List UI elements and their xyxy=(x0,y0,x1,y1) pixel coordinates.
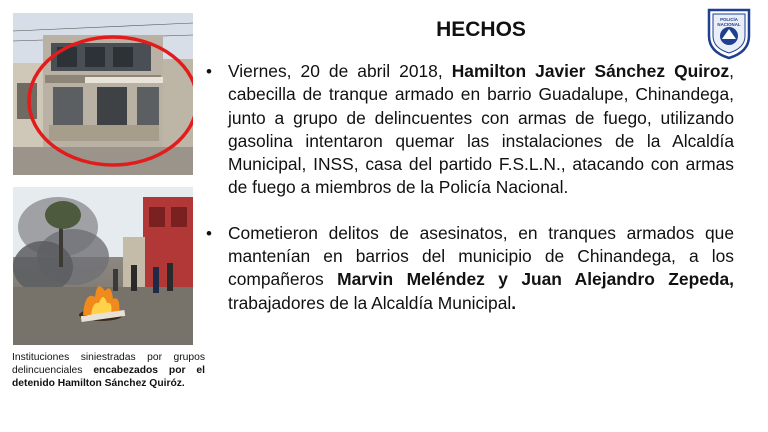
fact-item-1 xyxy=(204,60,734,200)
police-shield-icon xyxy=(706,6,752,60)
caption-plain-text: Instituciones siniestradas por grupos delincuenciales xyxy=(12,352,205,376)
fact-2-bold-period: . xyxy=(511,292,517,313)
logo-top-text: POLICÍA NACIONAL xyxy=(717,17,741,27)
fact-2-text-a: Cometieron delitos de asesinatos, en tranques armados que mantenían en barrios del municipio de Chinandega, a los compañeros xyxy=(228,222,734,290)
facts-list xyxy=(204,60,734,315)
fact-item-2 xyxy=(204,222,734,315)
fact-1-text-b: , cabecilla de tranque armado en barrio Guadalupe, Chinandega, junto a grupo de delincuentes con armas de fuego, utilizando gasolina intentaron quemar las instalaciones de la Alcaldía Municipal, INSS, casa del partido F.S.L.N., atacando con armas de fuego a miembros de la Policía Nacional. xyxy=(228,61,734,198)
street-fire-photo-illustration xyxy=(13,187,193,345)
bullet-dot-icon: • xyxy=(206,62,212,81)
fact-2-text-b: trabajadores de la Alcaldía Municipal xyxy=(228,292,512,313)
building-photo xyxy=(13,13,193,175)
fact-1-bold-name: Hamilton Javier Sánchez Quiroz xyxy=(451,61,730,81)
bullet-dot-icon: • xyxy=(206,223,212,243)
slide-title: HECHOS xyxy=(436,18,526,41)
building-photo-illustration xyxy=(13,13,193,175)
photo-caption xyxy=(12,351,205,390)
fact-2-bold-names: Marvin Meléndez y Juan Alejandro Zepeda, xyxy=(337,269,734,290)
street-fire-photo xyxy=(13,187,193,345)
caption-bold-text: encabezados por el detenido Hamilton Sánchez Quiróz. xyxy=(12,365,205,389)
fact-1-text-a: Viernes, 20 de abril 2018, xyxy=(228,61,452,81)
